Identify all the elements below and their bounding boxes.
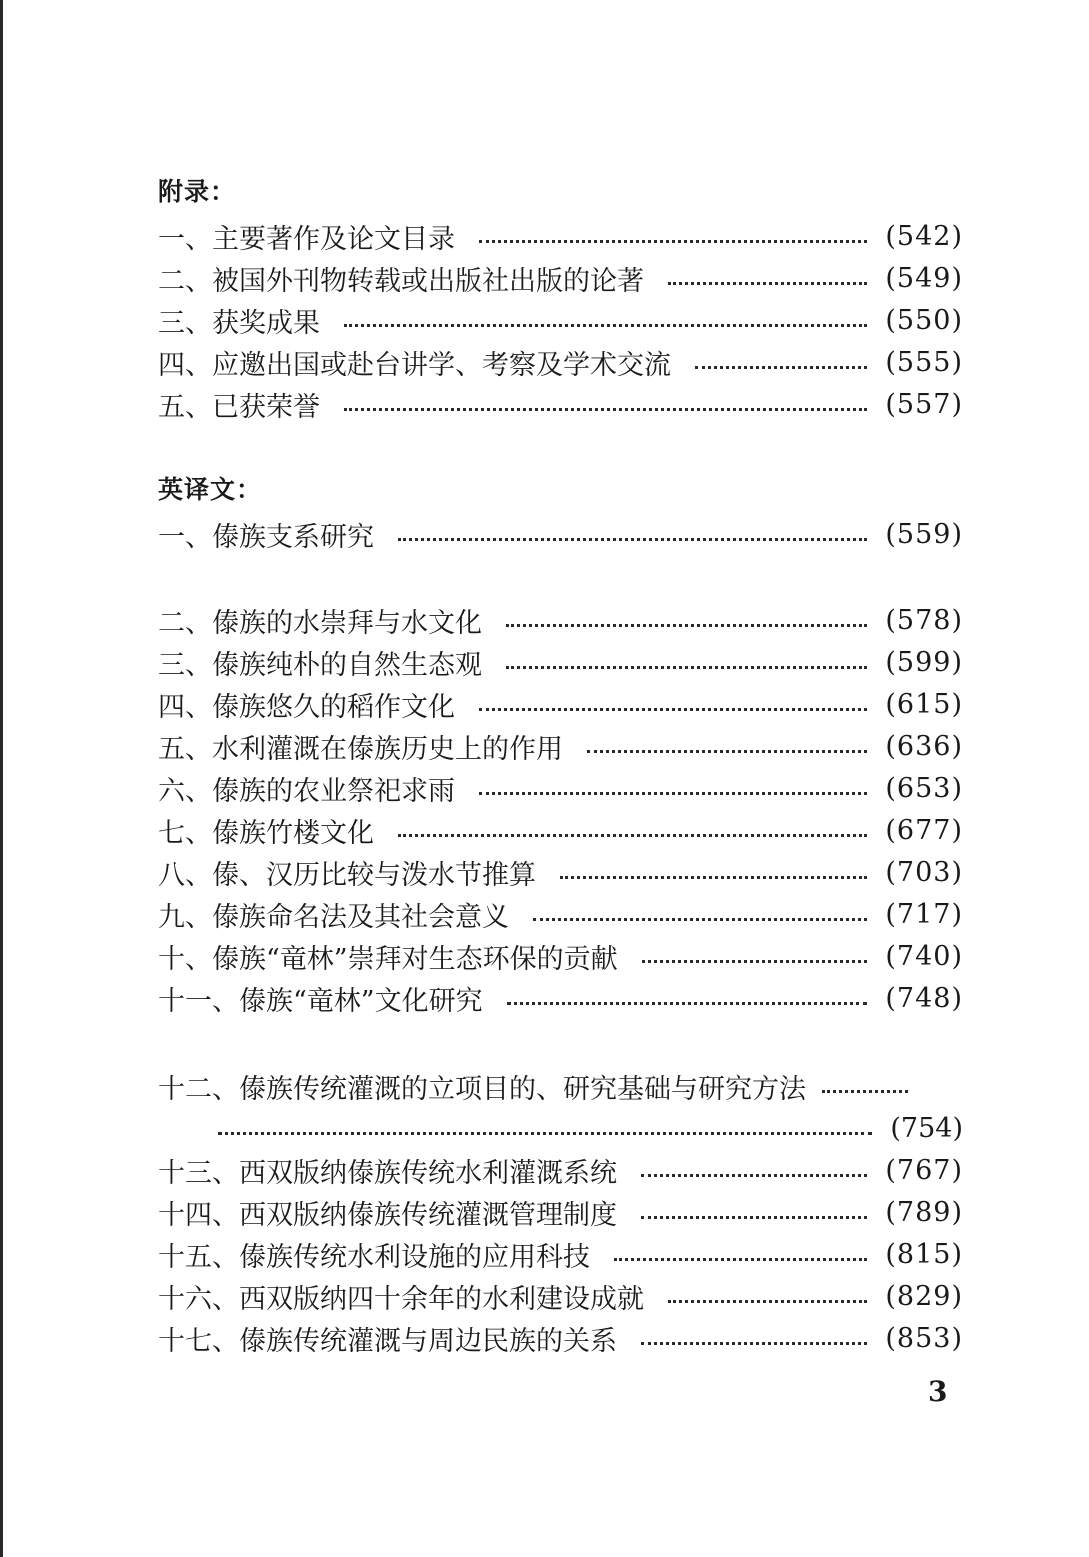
- toc-entry-title: 十一、傣族“竜林”文化研究: [158, 985, 483, 1017]
- toc-entry[interactable]: [158, 810, 963, 850]
- toc-entry-title: 四、应邀出国或赴台讲学、考察及学术交流: [158, 349, 671, 381]
- dot-leader: [398, 538, 867, 541]
- dot-leader: [695, 366, 867, 369]
- toc-entry-title: 十、傣族“竜林”崇拜对生态环保的贡献: [158, 943, 618, 975]
- dot-leader: [479, 240, 867, 243]
- appendix-heading: 附录：: [158, 177, 237, 206]
- toc-entry-page: (789): [885, 1196, 963, 1228]
- toc-entry-page: (555): [885, 346, 963, 378]
- toc-entry-title: 十二、傣族传统灌溉的立项目的、研究基础与研究方法: [158, 1073, 806, 1105]
- dot-leader: [507, 1002, 868, 1005]
- dot-leader: [641, 1216, 867, 1219]
- toc-entry-page: (748): [885, 982, 963, 1014]
- dot-leader: [479, 792, 867, 795]
- toc-entry[interactable]: [158, 768, 963, 808]
- toc-entry-title: 五、水利灌溉在傣族历史上的作用: [158, 733, 563, 765]
- toc-entry-title: 一、主要著作及论文目录: [158, 223, 455, 255]
- dot-leader: [614, 1258, 867, 1261]
- toc-entry-title: 十七、傣族传统灌溉与周边民族的关系: [158, 1325, 617, 1357]
- toc-entry-page: (599): [885, 646, 963, 678]
- toc-entry-title: 四、傣族悠久的稻作文化: [158, 691, 455, 723]
- toc-entry-title: 五、已获荣誉: [158, 391, 320, 423]
- toc-entry-page: (578): [885, 604, 963, 636]
- toc-entry[interactable]: [158, 936, 963, 976]
- toc-entry[interactable]: [158, 514, 963, 554]
- toc-entry-page: (717): [885, 898, 963, 930]
- toc-entry[interactable]: [158, 1318, 963, 1358]
- toc-entry-title: 三、获奖成果: [158, 307, 320, 339]
- dot-leader: [344, 324, 867, 327]
- toc-entry-page: (557): [885, 388, 963, 420]
- toc-entry[interactable]: [158, 1234, 963, 1274]
- toc-entry-wrapped[interactable]: [158, 1066, 963, 1106]
- dot-leader: [587, 750, 867, 753]
- toc-entry-title: 二、被国外刊物转载或出版社出版的论著: [158, 265, 644, 297]
- toc-entry-page: (550): [885, 304, 963, 336]
- toc-entry-title: 十六、西双版纳四十余年的水利建设成就: [158, 1283, 644, 1315]
- toc-entry-page: (754): [890, 1112, 963, 1144]
- toc-entry[interactable]: [158, 342, 963, 382]
- dot-leader: [822, 1090, 908, 1093]
- toc-entry[interactable]: [158, 600, 963, 640]
- toc-entry-title: 十五、傣族传统水利设施的应用科技: [158, 1241, 590, 1273]
- dot-leader: [560, 876, 867, 879]
- toc-entry-title: 八、傣、汉历比较与泼水节推算: [158, 859, 536, 891]
- toc-entry-title: 六、傣族的农业祭祀求雨: [158, 775, 455, 807]
- dot-leader: [668, 1300, 867, 1303]
- toc-entry[interactable]: [158, 726, 963, 766]
- toc-entry[interactable]: [158, 1150, 963, 1190]
- dot-leader: [398, 834, 867, 837]
- dot-leader: [506, 666, 867, 669]
- toc-entry-page: (559): [885, 518, 963, 550]
- toc-entry[interactable]: [158, 642, 963, 682]
- dot-leader: [344, 408, 867, 411]
- toc-entry-page: (636): [885, 730, 963, 762]
- toc-entry-title: 十三、西双版纳傣族传统水利灌溉系统: [158, 1157, 617, 1189]
- toc-entry-page: (853): [885, 1322, 963, 1354]
- toc-entry[interactable]: [158, 1192, 963, 1232]
- toc-entry-page: (653): [885, 772, 963, 804]
- toc-entry[interactable]: [158, 216, 963, 256]
- toc-entry[interactable]: [158, 852, 963, 892]
- toc-entry-page: (677): [885, 814, 963, 846]
- toc-entry[interactable]: [158, 300, 963, 340]
- toc-entry-page: (815): [885, 1238, 963, 1270]
- toc-entry-page: (740): [885, 940, 963, 972]
- toc-entry[interactable]: [158, 258, 963, 298]
- toc-entry[interactable]: [158, 1276, 963, 1316]
- dot-leader: [668, 282, 867, 285]
- toc-entry-wrapped-continuation[interactable]: [218, 1108, 963, 1148]
- toc-entry[interactable]: [158, 894, 963, 934]
- translations-heading: 英译文：: [158, 475, 263, 504]
- toc-entry-title: 十四、西双版纳傣族传统灌溉管理制度: [158, 1199, 617, 1231]
- toc-entry-page: (549): [885, 262, 963, 294]
- dot-leader: [479, 708, 867, 711]
- toc-entry-page: (767): [885, 1154, 963, 1186]
- toc-entry-title: 七、傣族竹楼文化: [158, 817, 374, 849]
- toc-entry-title: 二、傣族的水崇拜与水文化: [158, 607, 482, 639]
- toc-entry-title: 九、傣族命名法及其社会意义: [158, 901, 509, 933]
- toc-entry-page: (615): [885, 688, 963, 720]
- toc-entry-page: (829): [885, 1280, 963, 1312]
- toc-entry[interactable]: [158, 978, 963, 1018]
- page-number: 3: [928, 1375, 948, 1408]
- toc-entry[interactable]: [158, 684, 963, 724]
- toc-entry-title: 三、傣族纯朴的自然生态观: [158, 649, 482, 681]
- dot-leader: [218, 1132, 872, 1135]
- dot-leader: [533, 918, 867, 921]
- dot-leader: [642, 960, 868, 963]
- toc-entry[interactable]: [158, 384, 963, 424]
- dot-leader: [506, 624, 867, 627]
- toc-entry-page: (703): [885, 856, 963, 888]
- toc-entry-page: (542): [885, 220, 963, 252]
- page-edge: [0, 0, 3, 1557]
- dot-leader: [641, 1174, 867, 1177]
- toc-entry-title: 一、傣族支系研究: [158, 521, 374, 553]
- dot-leader: [641, 1342, 867, 1345]
